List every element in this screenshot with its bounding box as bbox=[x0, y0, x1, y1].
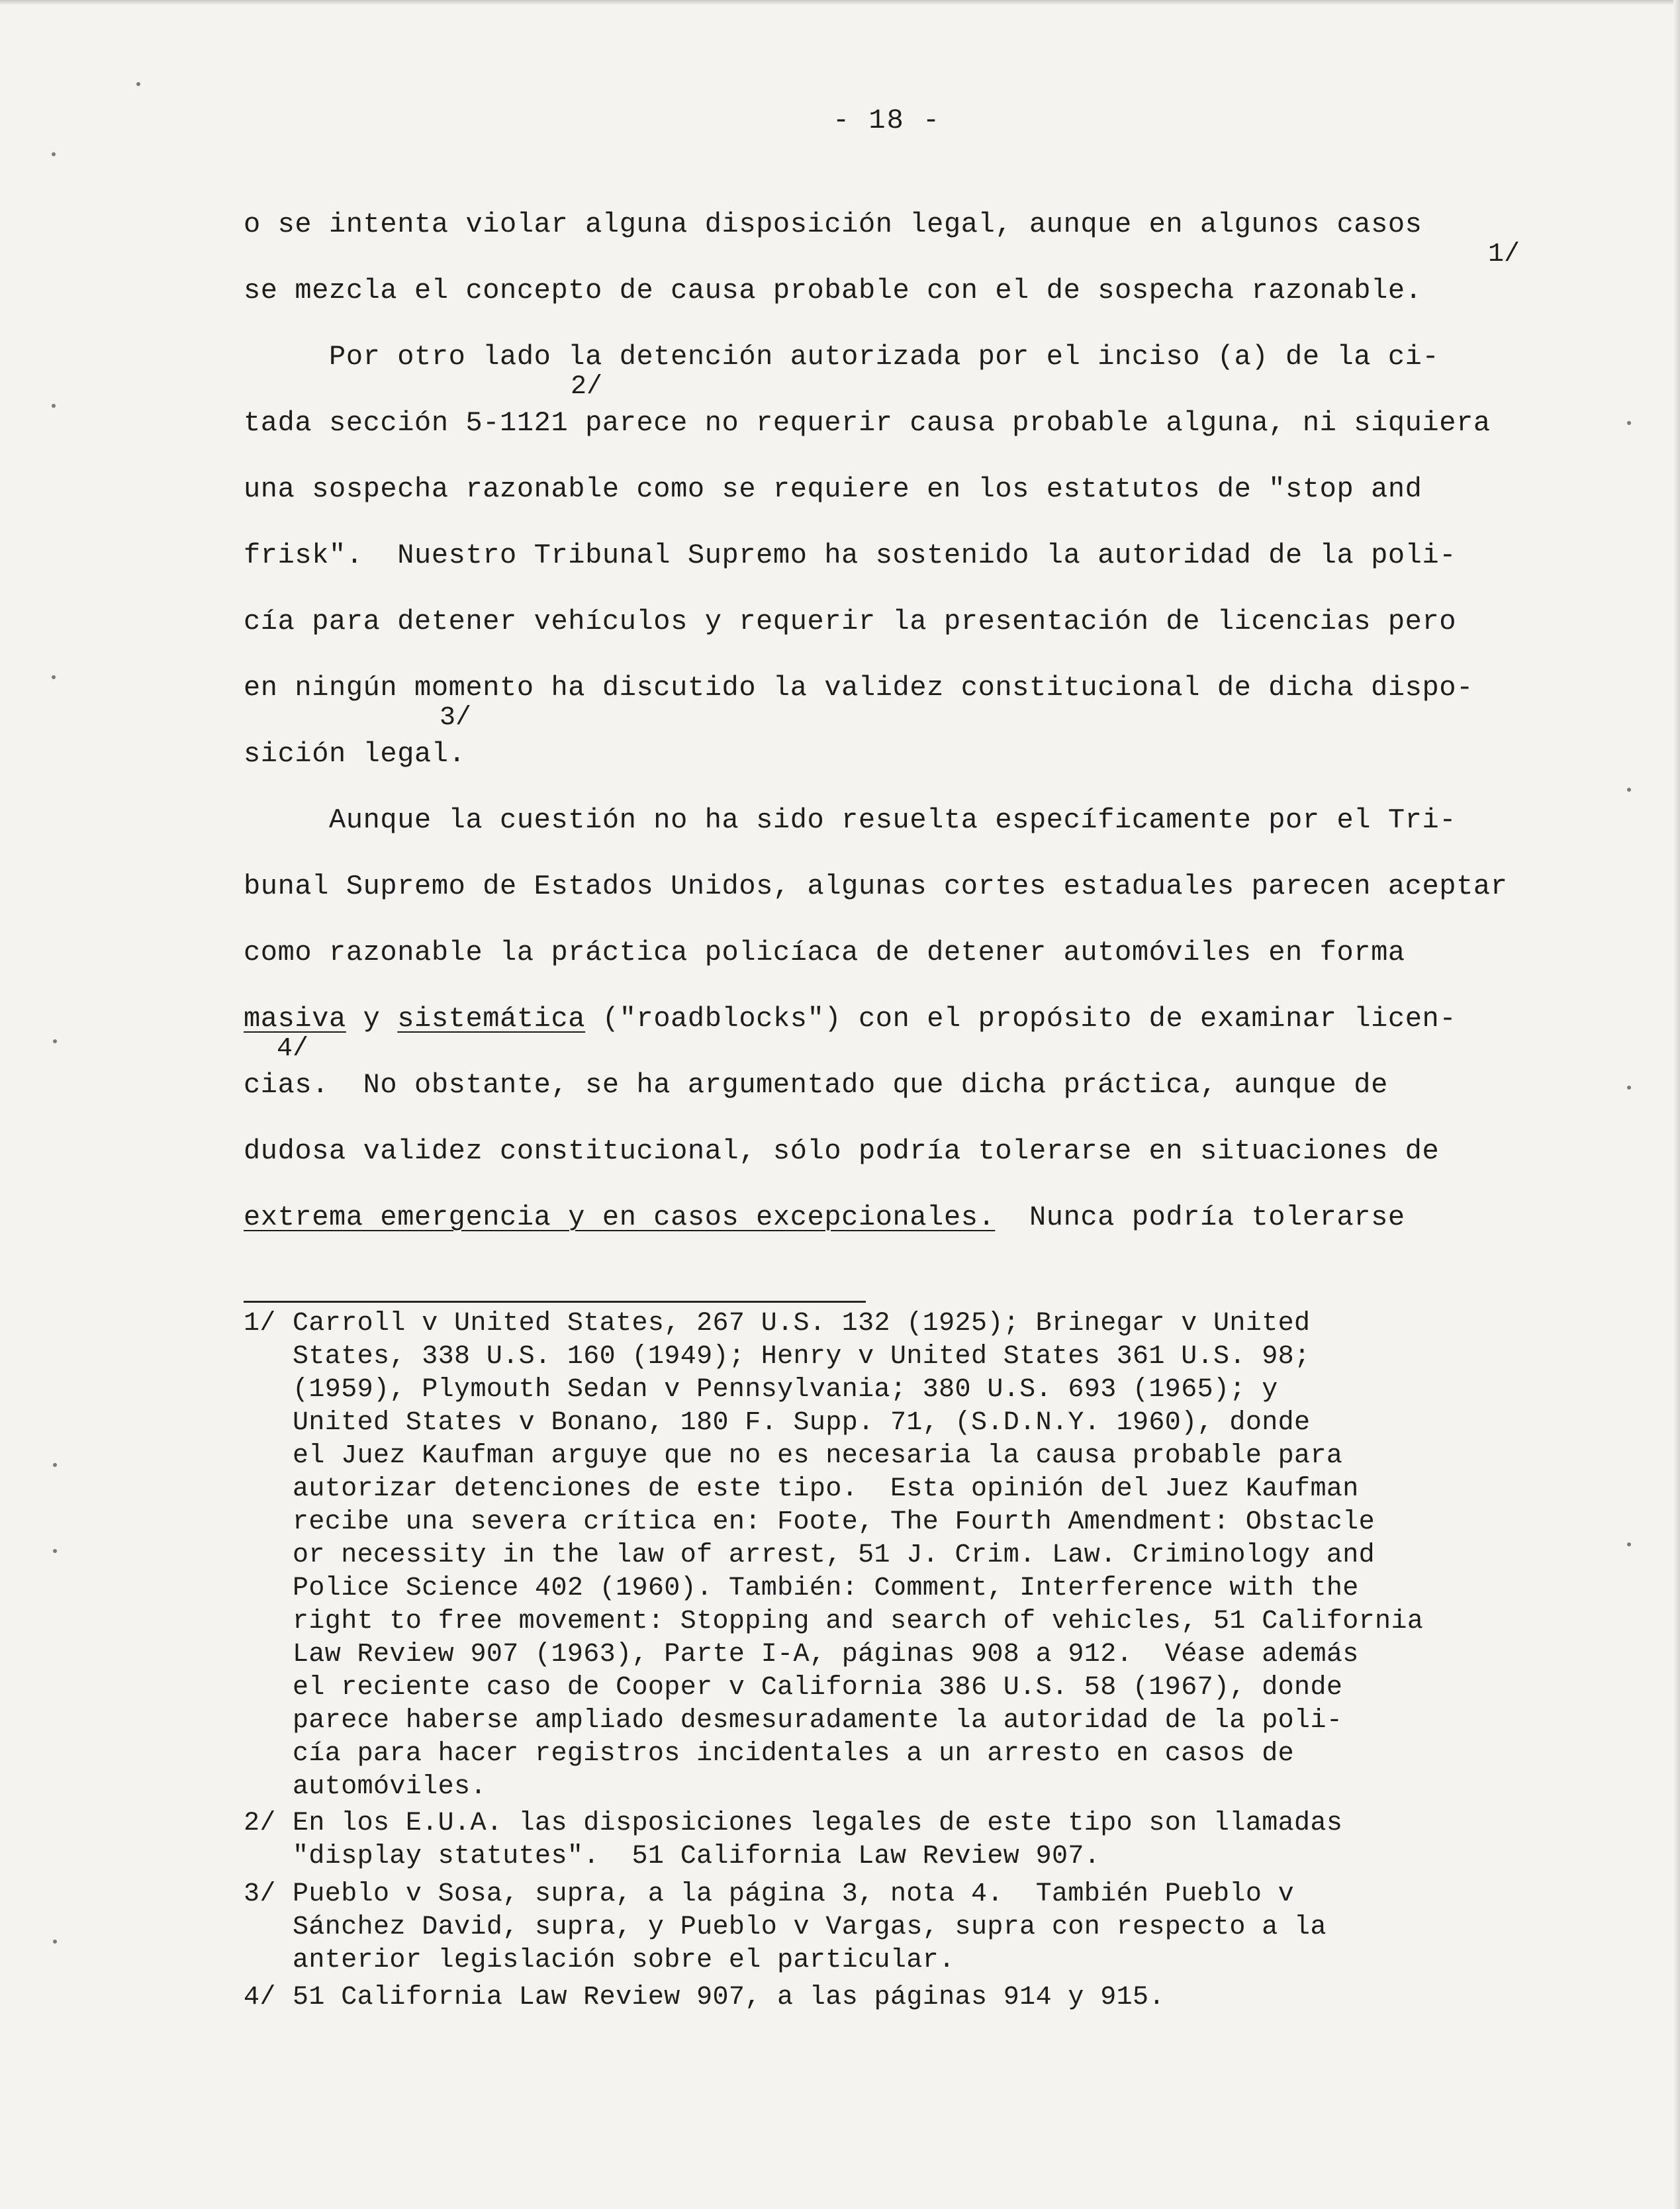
body-line: frisk". Nuestro Tribunal Supremo ha sostenido la autoridad de la poli- bbox=[244, 540, 1457, 571]
footnote-marker: 2/ bbox=[244, 1809, 276, 1838]
footnote-marker: 1/ bbox=[244, 1309, 276, 1339]
scan-speck bbox=[53, 1463, 57, 1467]
page-right-edge bbox=[1673, 0, 1680, 2209]
footnote-line: Police Science 402 (1960). También: Comment, Interference with the bbox=[293, 1574, 1359, 1603]
scan-speck bbox=[52, 404, 56, 408]
body-line: dudosa validez constitucional, sólo podría tolerarse en situaciones de bbox=[244, 1135, 1440, 1167]
body-line: cía para detener vehículos y requerir la presentación de licencias pero bbox=[244, 606, 1457, 637]
underlined-word: sistemática bbox=[397, 1003, 586, 1035]
body-line bbox=[244, 1201, 1405, 1233]
underlined-word: masiva bbox=[244, 1003, 346, 1035]
footnote-line: el reciente caso de Cooper v California 386 U.S. 58 (1967), donde bbox=[293, 1673, 1343, 1703]
scan-speck bbox=[52, 675, 56, 679]
body-line: cias. No obstante, se ha argumentado que dicha práctica, aunque de bbox=[244, 1069, 1388, 1101]
footnote-line: el Juez Kaufman arguye que no es necesaria la causa probable para bbox=[293, 1441, 1343, 1471]
body-fragment: y bbox=[346, 1003, 398, 1035]
body-fragment: Nunca podría tolerarse bbox=[995, 1201, 1405, 1233]
body-line: en ningún momento ha discutido la validez constitucional de dicha dispo- bbox=[244, 672, 1473, 704]
footnote-ref: 3/ bbox=[440, 703, 472, 733]
scan-speck bbox=[1627, 1086, 1631, 1090]
scan-speck bbox=[53, 1039, 57, 1043]
footnote-line: 51 California Law Review 907, a las páginas 914 y 915. bbox=[293, 1983, 1165, 2012]
scan-speck bbox=[1627, 1542, 1631, 1546]
footnote-line: En los E.U.A. las disposiciones legales de este tipo son llamadas bbox=[293, 1809, 1343, 1838]
body-line: Por otro lado la detención autorizada por el inciso (a) de la ci- bbox=[244, 341, 1440, 373]
footnote-line: right to free movement: Stopping and search of vehicles, 51 California bbox=[293, 1607, 1424, 1636]
body-line: se mezcla el concepto de causa probable con el de sospecha razonable. bbox=[244, 275, 1423, 306]
page-top-edge bbox=[0, 0, 1680, 5]
footnote-ref: 4/ bbox=[277, 1034, 309, 1064]
scan-speck bbox=[136, 82, 140, 86]
footnote-line: parece haberse ampliado desmesuradamente la autoridad de la poli- bbox=[293, 1706, 1343, 1736]
body-line: Aunque la cuestión no ha sido resuelta específicamente por el Tri- bbox=[244, 804, 1457, 836]
body-fragment: ("roadblocks") con el propósito de examinar licen- bbox=[585, 1003, 1457, 1035]
footnote-ref: 2/ bbox=[571, 372, 603, 402]
body-line bbox=[244, 1003, 1456, 1035]
footnote-line: (1959), Plymouth Sedan v Pennsylvania; 380 U.S. 693 (1965); y bbox=[293, 1375, 1278, 1405]
scan-speck bbox=[1627, 421, 1631, 425]
footnote-line: or necessity in the law of arrest, 51 J. Crim. Law. Criminology and bbox=[293, 1540, 1376, 1570]
body-line: sición legal. bbox=[244, 738, 466, 770]
footnote-line: recibe una severa crítica en: Foote, The Fourth Amendment: Obstacle bbox=[293, 1507, 1376, 1537]
scan-speck bbox=[53, 1549, 57, 1553]
footnote-line: automóviles. bbox=[293, 1772, 487, 1802]
footnote-line: cía para hacer registros incidentales a un arresto en casos de bbox=[293, 1739, 1295, 1769]
scan-speck bbox=[1627, 788, 1631, 792]
footnote-line: Pueblo v Sosa, supra, a la página 3, nota 4. También Pueblo v bbox=[293, 1879, 1295, 1909]
footnote-line: States, 338 U.S. 160 (1949); Henry v United States 361 U.S. 98; bbox=[293, 1342, 1311, 1372]
footnote-line: Sánchez David, supra, y Pueblo v Vargas, supra con respecto a la bbox=[293, 1912, 1327, 1942]
footnote-separator bbox=[244, 1301, 866, 1303]
body-line: tada sección 5-1121 parece no requerir causa probable alguna, ni siquiera bbox=[244, 407, 1491, 439]
footnote-line: anterior legislación sobre el particular. bbox=[293, 1946, 955, 1975]
page-number: - 18 - bbox=[833, 105, 941, 136]
footnote-line: United States v Bonano, 180 F. Supp. 71, (S.D.N.Y. 1960), donde bbox=[293, 1408, 1311, 1438]
footnote-marker: 3/ bbox=[244, 1879, 276, 1909]
body-line: bunal Supremo de Estados Unidos, algunas cortes estaduales parecen aceptar bbox=[244, 870, 1508, 902]
body-line: o se intenta violar alguna disposición legal, aunque en algunos casos bbox=[244, 209, 1423, 240]
footnote-line: Carroll v United States, 267 U.S. 132 (1925); Brinegar v United bbox=[293, 1309, 1311, 1339]
footnote-ref: 1/ bbox=[1488, 240, 1520, 269]
body-line: como razonable la práctica policíaca de detener automóviles en forma bbox=[244, 937, 1405, 968]
scan-speck bbox=[53, 1940, 57, 1944]
underlined-phrase: extrema emergencia y en casos excepcionales. bbox=[244, 1201, 996, 1233]
footnote-marker: 4/ bbox=[244, 1983, 276, 2012]
footnote-line: autorizar detenciones de este tipo. Esta opinión del Juez Kaufman bbox=[293, 1474, 1359, 1504]
footnote-line: Law Review 907 (1963), Parte I-A, páginas 908 a 912. Véase además bbox=[293, 1640, 1359, 1669]
footnote-line: "display statutes". 51 California Law Review 907. bbox=[293, 1842, 1101, 1871]
body-line: una sospecha razonable como se requiere en los estatutos de "stop and bbox=[244, 473, 1423, 505]
scan-speck bbox=[52, 152, 56, 156]
